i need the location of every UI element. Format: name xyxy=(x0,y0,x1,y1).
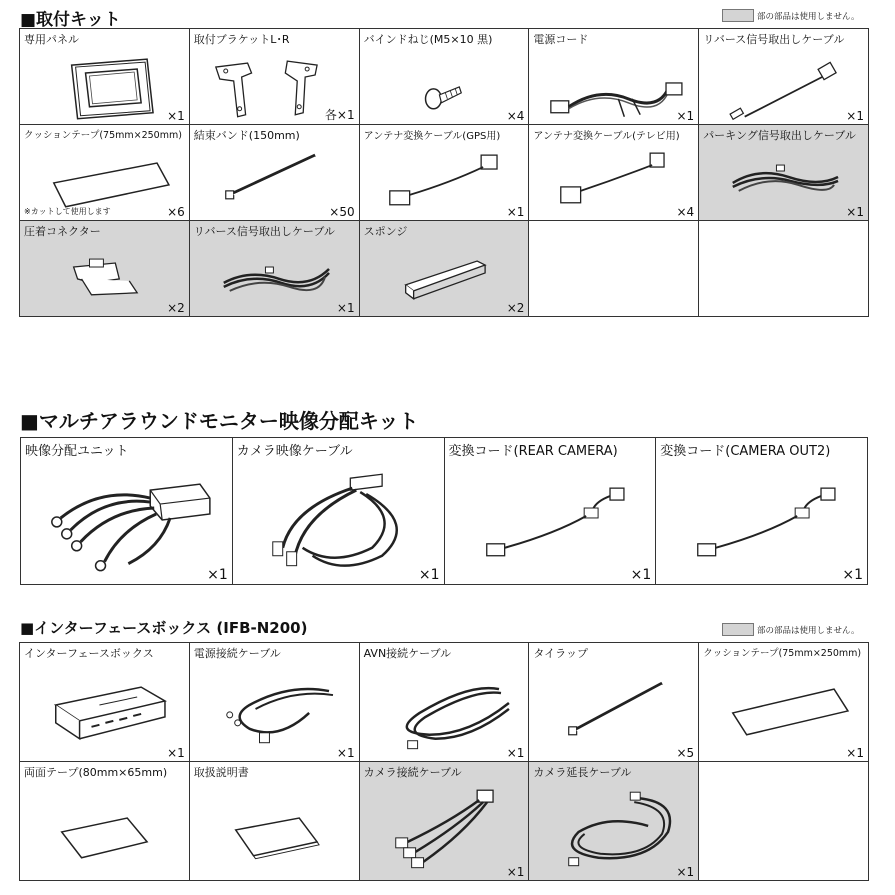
part-cell xyxy=(232,438,444,585)
part-quantity: ×1 xyxy=(506,746,525,760)
part-quantity: ×4 xyxy=(676,205,695,219)
part-note: ※カットして使用します xyxy=(24,207,111,216)
part-label: カメラ延長ケーブル xyxy=(533,766,632,779)
part-cell xyxy=(444,438,656,585)
part-label: カメラ映像ケーブル xyxy=(236,444,353,459)
part-quantity: ×1 xyxy=(167,109,185,123)
legend-text: 部の部品は使用しません。 xyxy=(757,625,860,636)
part-quantity: ×1 xyxy=(846,205,864,219)
part-quantity: ×6 xyxy=(167,205,185,219)
part-label: リバース信号取出しケーブル xyxy=(193,225,335,238)
part-cell-unused xyxy=(359,762,529,881)
part-label: 電源接続ケーブル xyxy=(193,647,281,660)
rear-camera-cord-illustration xyxy=(445,438,656,584)
part-quantity: ×5 xyxy=(676,746,695,760)
part-label: バインドねじ(M5×10 黒) xyxy=(363,33,493,46)
part-label: 映像分配ユニット xyxy=(25,444,129,459)
part-cell xyxy=(21,438,233,585)
part-quantity: ×1 xyxy=(846,746,864,760)
part-cell xyxy=(20,762,190,881)
part-quantity: ×1 xyxy=(676,109,695,123)
part-quantity: ×1 xyxy=(846,109,864,123)
part-cell xyxy=(20,29,190,125)
legend-gray-swatch xyxy=(722,623,754,636)
part-label: インターフェースボックス xyxy=(24,647,154,660)
part-label: 結束バンド(150mm) xyxy=(193,129,300,142)
part-cell-unused xyxy=(359,221,529,317)
part-quantity: ×1 xyxy=(506,865,525,879)
part-cell xyxy=(699,29,869,125)
part-label: リバース信号取出しケーブル xyxy=(703,33,845,46)
part-cell-unused xyxy=(20,221,190,317)
part-cell-empty xyxy=(699,221,869,317)
part-label: 電源コード xyxy=(533,33,589,46)
part-cell-empty xyxy=(529,221,699,317)
install-kit-table xyxy=(19,28,869,317)
part-label: クッションテープ(75mm×250mm) xyxy=(703,648,862,659)
part-quantity: ×1 xyxy=(418,567,440,583)
part-label: AVN接続ケーブル xyxy=(363,647,452,660)
part-cell-empty xyxy=(699,762,869,881)
section-title-interface-box: ■インターフェースボックス (IFB-N200) xyxy=(20,619,308,637)
part-cell xyxy=(699,643,869,762)
part-quantity: ×1 xyxy=(167,746,185,760)
part-cell xyxy=(656,438,868,585)
part-quantity: ×1 xyxy=(630,567,652,583)
part-label: スポンジ xyxy=(363,225,408,238)
part-label: 専用パネル xyxy=(24,33,79,46)
part-label: アンテナ変換ケーブル(テレビ用) xyxy=(533,131,680,142)
section-title-video-kit: ■マルチアラウンドモニター映像分配キット xyxy=(20,409,419,433)
part-label: 変換コード(CAMERA OUT2) xyxy=(660,444,831,459)
part-quantity: ×2 xyxy=(506,301,525,315)
part-label: 取付ブラケットL･R xyxy=(193,33,290,46)
camera-out2-cord-illustration xyxy=(656,438,867,584)
interface-box-table xyxy=(19,642,869,881)
section-title-install-kit: ■取付キット xyxy=(20,10,121,30)
part-cell xyxy=(359,125,529,221)
legend-gray-swatch xyxy=(722,9,754,22)
part-label: アンテナ変換ケーブル(GPS用) xyxy=(363,131,501,142)
part-label: 変換コード(REAR CAMERA) xyxy=(448,444,618,459)
legend-text: 部の部品は使用しません。 xyxy=(757,11,860,22)
part-cell xyxy=(20,125,190,221)
part-cell xyxy=(20,643,190,762)
part-label: 圧着コネクター xyxy=(24,225,101,238)
video-unit-illustration xyxy=(21,438,232,584)
part-quantity: ×1 xyxy=(676,865,695,879)
part-label: タイラップ xyxy=(533,647,588,660)
camera-video-cable-illustration xyxy=(233,438,444,584)
legend-unused-parts xyxy=(722,9,860,22)
part-label: クッションテープ(75mm×250mm) xyxy=(24,130,182,141)
part-cell-unused xyxy=(699,125,869,221)
part-quantity: ×50 xyxy=(329,205,355,219)
part-quantity: ×1 xyxy=(207,567,228,583)
part-label: カメラ接続ケーブル xyxy=(363,766,462,779)
part-label: 両面テープ(80mm×65mm) xyxy=(24,766,168,779)
part-cell-unused xyxy=(189,221,359,317)
part-cell xyxy=(529,643,699,762)
part-cell xyxy=(189,125,359,221)
legend-unused-parts xyxy=(722,623,860,636)
part-cell-unused xyxy=(529,762,699,881)
part-quantity: ×1 xyxy=(842,567,863,583)
cushion-tape-illustration xyxy=(699,643,868,761)
part-label: パーキング信号取出しケーブル xyxy=(703,129,856,142)
part-label: 取扱説明書 xyxy=(193,766,249,779)
part-quantity: ×1 xyxy=(336,301,355,315)
part-cell xyxy=(359,643,529,762)
part-quantity: ×4 xyxy=(506,109,525,123)
part-cell xyxy=(189,762,359,881)
part-cell xyxy=(359,29,529,125)
part-quantity: ×1 xyxy=(506,205,525,219)
part-quantity: ×2 xyxy=(167,301,185,315)
video-kit-table xyxy=(20,437,868,585)
part-quantity: 各×1 xyxy=(324,108,355,122)
part-cell xyxy=(189,643,359,762)
part-cell xyxy=(529,29,699,125)
part-cell xyxy=(189,29,359,125)
part-quantity: ×1 xyxy=(336,746,355,760)
part-cell xyxy=(529,125,699,221)
